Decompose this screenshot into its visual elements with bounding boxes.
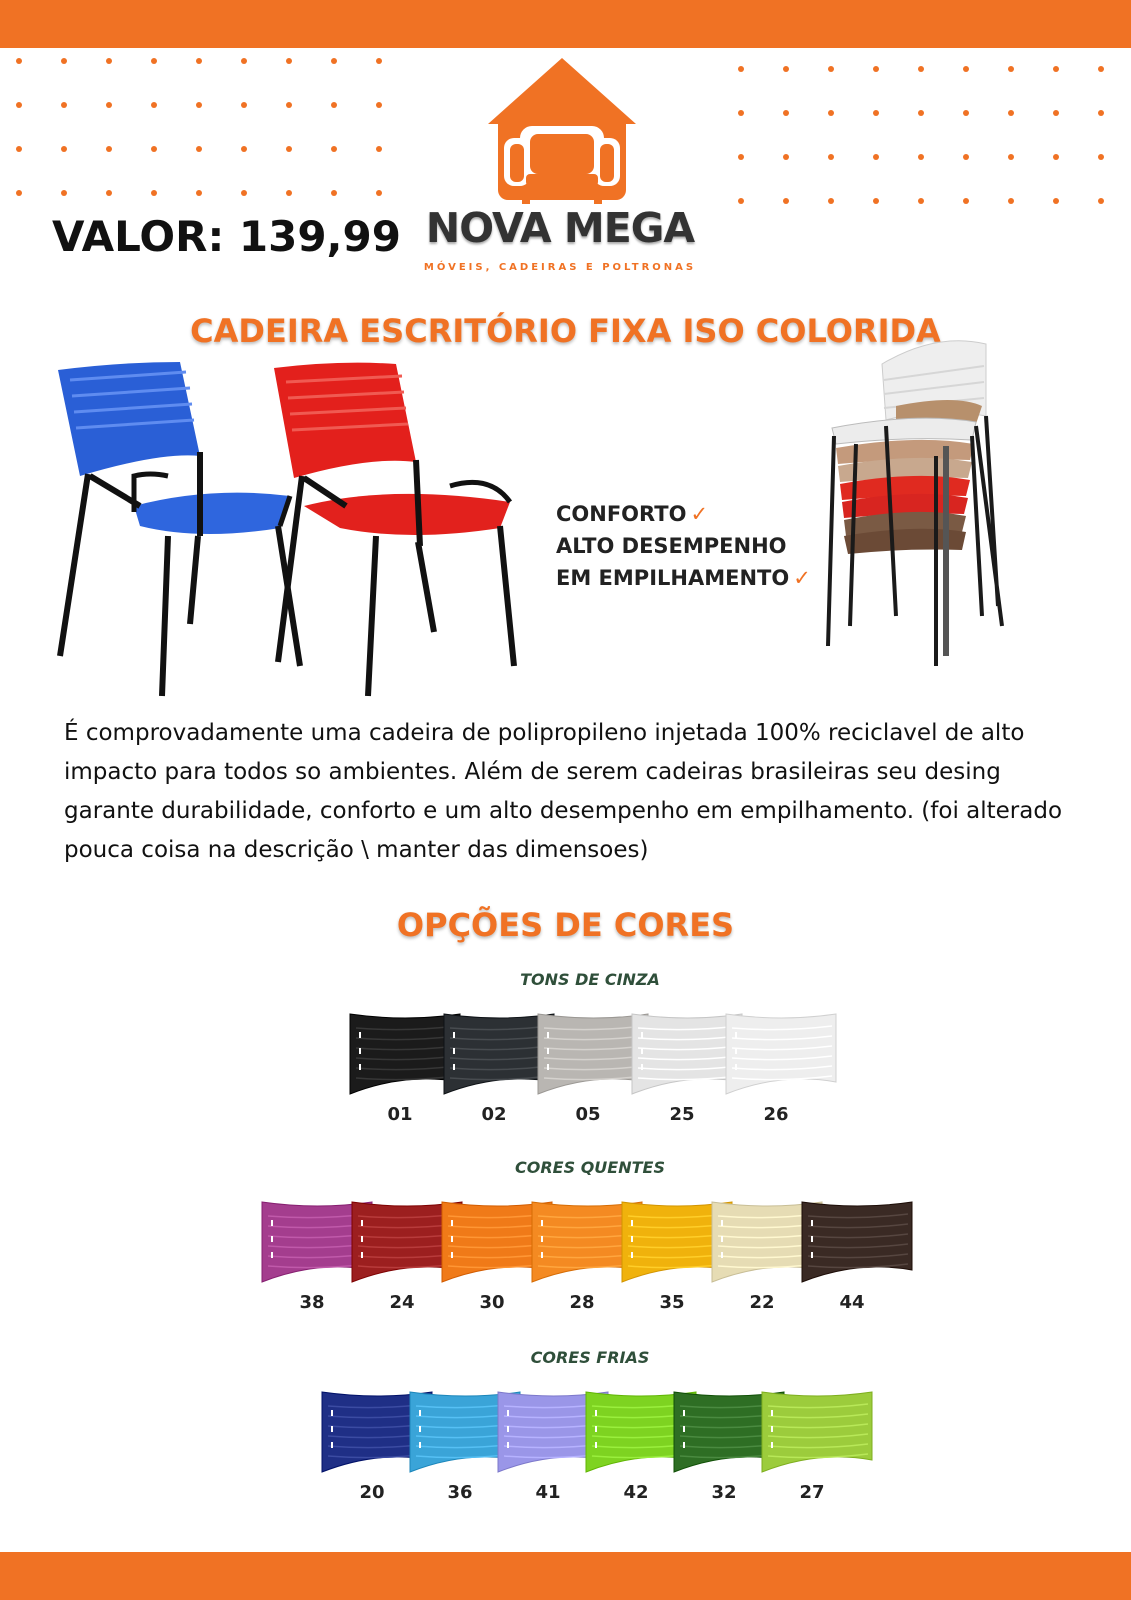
blue-chair [58, 362, 300, 696]
decorative-dot [783, 110, 789, 116]
decorative-dot [106, 102, 112, 108]
decorative-dot [196, 58, 202, 64]
decorative-dot [963, 198, 969, 204]
decorative-dot [196, 102, 202, 108]
product-description: É comprovadamente uma cadeira de polipropileno injetada 100% reciclavel de alto impacto para todos so ambientes. Além de serem cadeiras brasileiras seu desing garante durabilidade, conforto e um alto desempenho em empilhamento. (foi alterado pouca coisa na descrição \ manter das dimensoes) [64, 720, 1063, 863]
decorative-dot [963, 110, 969, 116]
decorative-dot [873, 66, 879, 72]
decorative-dot [1098, 154, 1104, 160]
swatch-code: 28 [569, 1292, 595, 1313]
house-armchair-icon [486, 56, 638, 204]
decorative-dot [16, 146, 22, 152]
color-swatch-27 [758, 1390, 876, 1474]
decorative-dot [1098, 198, 1104, 204]
decorative-dot [376, 146, 382, 152]
swatch-code: 05 [575, 1104, 601, 1125]
decorative-dot [241, 146, 247, 152]
decorative-dot [783, 154, 789, 160]
color-options-title: OPÇÕES DE CORES [396, 906, 735, 944]
decorative-dot [376, 102, 382, 108]
decorative-dot [1053, 198, 1059, 204]
decorative-dot [873, 154, 879, 160]
decorative-dot [918, 110, 924, 116]
decorative-dot [61, 146, 67, 152]
red-chair [274, 363, 514, 696]
product-title: CADEIRA ESCRITÓRIO FIXA ISO COLORIDA [190, 312, 941, 350]
decorative-dot [151, 102, 157, 108]
decorative-dot [783, 66, 789, 72]
decorative-dot [241, 190, 247, 196]
swatch-code: 44 [839, 1292, 865, 1313]
feature-item: CONFORTO ✓ [556, 502, 709, 526]
decorative-dot [61, 58, 67, 64]
decorative-dot [873, 110, 879, 116]
chairs-image [50, 356, 530, 712]
swatch-code: 02 [481, 1104, 507, 1125]
swatch-code: 42 [623, 1482, 649, 1503]
swatch-code: 25 [669, 1104, 695, 1125]
decorative-dot [828, 198, 834, 204]
decorative-dot [241, 102, 247, 108]
decorative-dot [963, 154, 969, 160]
stacked-chairs-image [826, 336, 1046, 686]
decorative-dot [918, 66, 924, 72]
swatch-code: 26 [763, 1104, 789, 1125]
group-title-grays: TONS DE CINZA [520, 970, 660, 989]
decorative-dot [61, 190, 67, 196]
decorative-dot [106, 146, 112, 152]
decorative-dot [61, 102, 67, 108]
decorative-dot [738, 66, 744, 72]
decorative-dot [1053, 66, 1059, 72]
decorative-dot [331, 102, 337, 108]
decorative-dot [738, 198, 744, 204]
decorative-dot [1008, 66, 1014, 72]
price-label: VALOR: 139,99 [52, 212, 401, 261]
swatch-code: 41 [535, 1482, 561, 1503]
decorative-dot [963, 66, 969, 72]
decorative-dot [828, 110, 834, 116]
decorative-dot [738, 110, 744, 116]
brand-name: NOVA MEGA [425, 204, 695, 252]
swatch-code: 22 [749, 1292, 775, 1313]
decorative-dot [196, 190, 202, 196]
decorative-dot [331, 190, 337, 196]
decorative-dot [196, 146, 202, 152]
decorative-dot [738, 154, 744, 160]
decorative-dot [331, 146, 337, 152]
decorative-dot [106, 190, 112, 196]
decorative-dot [918, 198, 924, 204]
decorative-dot [1053, 154, 1059, 160]
decorative-dot [1008, 154, 1014, 160]
color-swatch-44 [798, 1200, 916, 1284]
decorative-dot [151, 146, 157, 152]
decorative-dot [151, 190, 157, 196]
decorative-dot [828, 66, 834, 72]
swatch-code: 24 [389, 1292, 415, 1313]
top-orange-band [0, 0, 1131, 48]
swatch-code: 27 [799, 1482, 825, 1503]
bottom-orange-band [0, 1552, 1131, 1600]
swatch-code: 30 [479, 1292, 505, 1313]
feature-item: EM EMPILHAMENTO ✓ [556, 566, 811, 590]
check-icon: ✓ [690, 502, 709, 526]
decorative-dot [873, 198, 879, 204]
swatch-code: 32 [711, 1482, 737, 1503]
swatch-code: 20 [359, 1482, 385, 1503]
decorative-dot [376, 190, 382, 196]
decorative-dot [16, 190, 22, 196]
decorative-dot [828, 154, 834, 160]
feature-item: ALTO DESEMPENHO [556, 534, 787, 558]
decorative-dot [1053, 110, 1059, 116]
decorative-dot [286, 58, 292, 64]
swatch-code: 38 [299, 1292, 325, 1313]
brand-tagline: MÓVEIS, CADEIRAS E POLTRONAS [423, 262, 697, 273]
decorative-dot [1008, 110, 1014, 116]
color-swatch-26 [722, 1012, 840, 1096]
decorative-dot [918, 154, 924, 160]
decorative-dot [286, 190, 292, 196]
decorative-dot [241, 58, 247, 64]
decorative-dot [1098, 110, 1104, 116]
check-icon: ✓ [793, 566, 811, 590]
decorative-dot [106, 58, 112, 64]
decorative-dot [286, 102, 292, 108]
features-list [556, 498, 811, 594]
decorative-dot [783, 198, 789, 204]
group-title-cool: CORES FRIAS [530, 1348, 650, 1367]
decorative-dot [1008, 198, 1014, 204]
swatch-code: 01 [387, 1104, 413, 1125]
decorative-dot [16, 102, 22, 108]
decorative-dot [16, 58, 22, 64]
decorative-dot [331, 58, 337, 64]
swatch-code: 35 [659, 1292, 685, 1313]
decorative-dot [286, 146, 292, 152]
decorative-dot [1098, 66, 1104, 72]
swatch-code: 36 [447, 1482, 473, 1503]
group-title-warm: CORES QUENTES [515, 1158, 665, 1177]
decorative-dot [376, 58, 382, 64]
decorative-dot [151, 58, 157, 64]
